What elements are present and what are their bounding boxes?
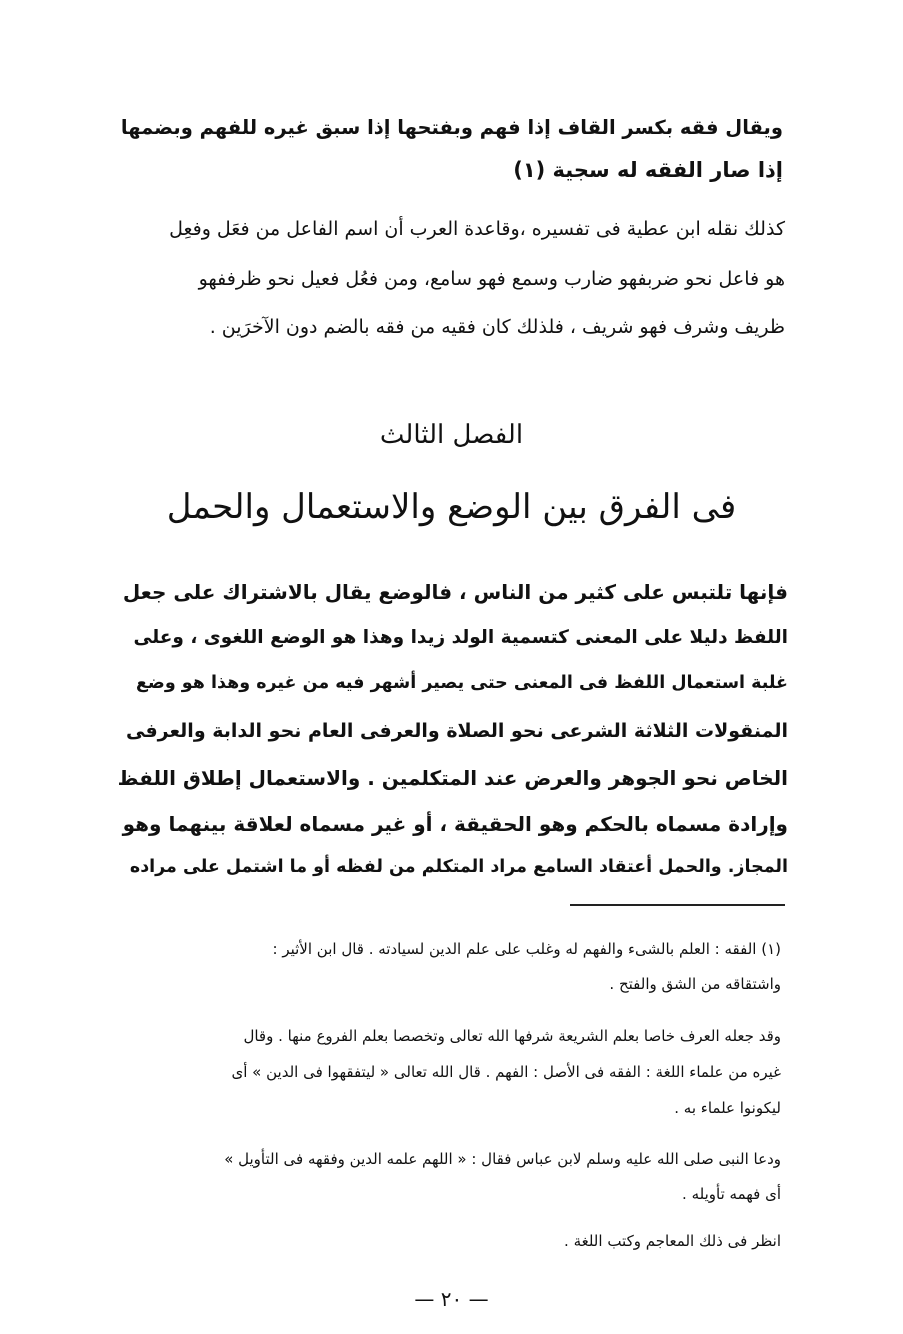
footnote-line-7: أى فهمه تأويله . [682,1185,781,1203]
main-text-line-5: الخاص نحو الجوهر والعرض عند المتكلمين . والاستعمال إطلاق اللفظ [117,766,788,790]
footnote-line-2: واشتقاقه من الشق والفتح . [609,975,781,993]
paragraph-line-1: كذلك نقله ابن عطية فى تفسيره ،وقاعدة العرب أن اسم الفاعل من فعَل وفعِل [169,218,785,240]
footnote-line-6: ودعا النبى صلى الله عليه وسلم لابن عباس فقال : « اللهم علمه الدين وفقهه فى التأويل » [224,1150,781,1168]
footnote-line-5: ليكونوا علماء به . [674,1099,781,1117]
paragraph-line-2: هو فاعل نحو ضربفهو ضارب وسمع فهو سامع، ومن فعُل فعيل نحو ظرففهو [198,268,785,290]
main-text-line-1: فإنها تلتبس على كثير من الناس ، فالوضع يقال بالاشتراك على جعل [122,580,788,604]
chapter-title: فى الفرق بين الوضع والاستعمال والحمل [166,487,737,527]
footnote-line-1: (١) الفقه : العلم بالشىء والفهم له وغلب على علم الدين لسيادته . قال ابن الأثير : [272,940,781,958]
intro-line-2: إذا صار الفقه له سجية (١) [513,158,783,182]
main-text-line-4: المنقولات الثلاثة الشرعى نحو الصلاة والعرفى العام نحو الدابة والعرفى [125,720,788,742]
chapter-label: الفصل الثالث [379,420,524,450]
main-text-line-7: المجاز. والحمل أعتقاد السامع مراد المتكلم من لفظه أو ما اشتمل على مراده [129,857,788,877]
main-text-line-2: اللفظ دليلا على المعنى كتسمية الولد زيدا وهذا هو الوضع اللغوى ، وعلى [133,627,788,648]
page-number: — ٢٠ — [414,1287,489,1311]
main-text-line-6: وإرادة مسماه بالحكم وهو الحقيقة ، أو غير مسماه لعلاقة بينهما وهو [122,812,788,836]
footnote-divider [570,904,785,906]
footnote-line-3: وقد جعله العرف خاصا بعلم الشريعة شرفها الله تعالى وتخصصا بعلم الفروع منها . وقال [243,1027,781,1045]
footnote-line-4: غيره من علماء اللغة : الفقه فى الأصل : الفهم . قال الله تعالى « ليتفقهوا فى الدين » أى [231,1063,781,1081]
main-text-line-3: غلبة استعمال اللفظ فى المعنى حتى يصير أشهر فيه من غيره وهذا هو وضع [135,673,788,693]
footnote-line-8: انظر فى ذلك المعاجم وكتب اللغة . [564,1232,781,1250]
intro-line-1: ويقال فقه بكسر القاف إذا فهم وبفتحها إذا سبق غيره للفهم وبضمها [120,116,783,139]
paragraph-line-3: ظريف وشرف فهو شريف ، فلذلك كان فقيه من فقه بالضم دون الآخرَين . [209,316,785,338]
